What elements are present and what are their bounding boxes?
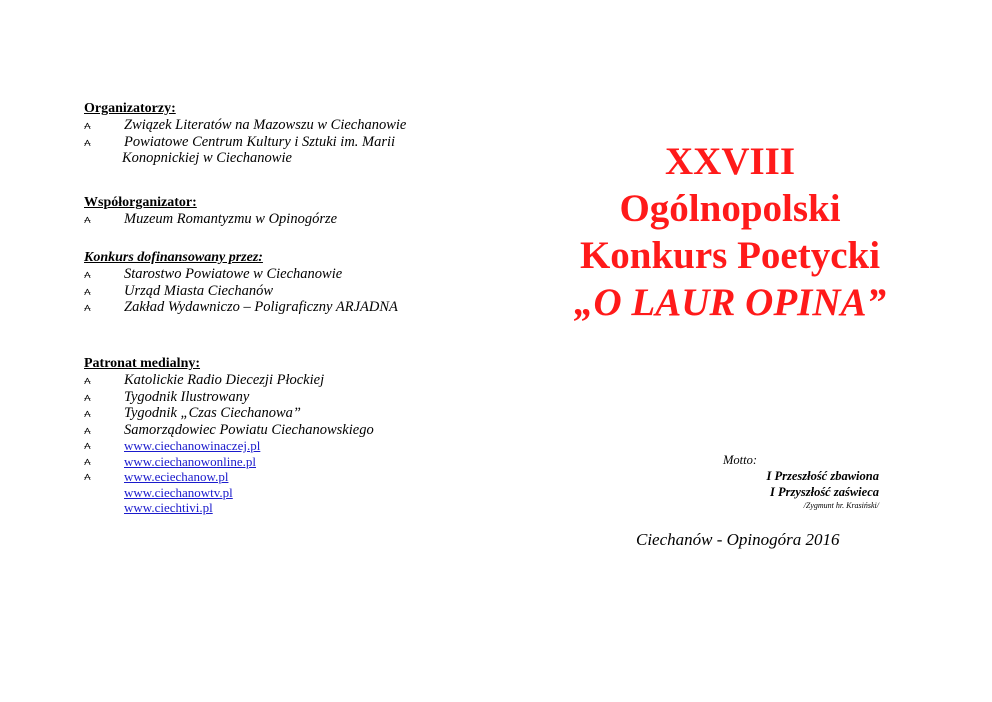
media-heading: Patronat medialny: bbox=[84, 356, 201, 371]
place-date: Ciechanów - Opinogóra 2016 bbox=[636, 530, 840, 549]
title-scope: Ogólnopolski bbox=[619, 187, 841, 230]
motto-line-1: I Przeszłość zbawiona bbox=[766, 469, 879, 483]
funded-heading: Konkurs dofinansowany przez: bbox=[84, 250, 263, 265]
hand-bullet-icon: ⩜ bbox=[84, 422, 91, 437]
organizers-heading: Organizatorzy: bbox=[84, 101, 176, 116]
media-link-2[interactable]: www.ciechanowonline.pl bbox=[124, 453, 257, 469]
media-3: Tygodnik „Czas Ciechanowa” bbox=[124, 405, 301, 421]
funded-list bbox=[84, 266, 484, 316]
left-column bbox=[84, 100, 484, 515]
list-item bbox=[84, 266, 484, 283]
hand-bullet-icon: ⩜ bbox=[84, 438, 91, 452]
organizer-2-cont: Konopnickiej w Ciechanowie bbox=[122, 150, 292, 166]
funded-section bbox=[84, 249, 484, 316]
hand-bullet-icon: ⩜ bbox=[84, 283, 91, 298]
media-4: Samorządowiec Powiatu Ciechanowskiego bbox=[124, 421, 374, 438]
list-item bbox=[84, 134, 484, 151]
organizers-list bbox=[84, 117, 484, 167]
hand-bullet-icon: ⩜ bbox=[84, 406, 91, 420]
list-item bbox=[84, 485, 484, 501]
co-organizer-section bbox=[84, 194, 484, 228]
media-link-3[interactable]: www.eciechanow.pl bbox=[124, 469, 229, 484]
motto bbox=[723, 452, 893, 512]
organizer-1: Związek Literatów na Mazowszu w Ciechanowie bbox=[124, 117, 407, 133]
media-list bbox=[84, 372, 484, 516]
media-section bbox=[84, 355, 484, 516]
motto-line-2: I Przyszłość zaświeca bbox=[769, 485, 879, 499]
media-link-5[interactable]: www.ciechtivi.pl bbox=[124, 500, 213, 515]
hand-bullet-icon: ⩜ bbox=[84, 118, 91, 132]
hand-bullet-icon: ⩜ bbox=[84, 267, 91, 281]
list-item bbox=[84, 117, 484, 134]
list-item bbox=[84, 389, 484, 406]
hand-bullet-icon: ⩜ bbox=[84, 373, 91, 387]
funder-2: Urząd Miasta Ciechanów bbox=[124, 282, 274, 299]
organizer-2: Powiatowe Centrum Kultury i Sztuki im. Marii bbox=[124, 133, 396, 150]
media-link-4[interactable]: www.ciechanowtv.pl bbox=[124, 484, 233, 500]
co-organizer-heading: Współorganizator: bbox=[84, 195, 197, 210]
title-contest: Konkurs Poetycki bbox=[579, 234, 881, 277]
media-2: Tygodnik Ilustrowany bbox=[124, 388, 250, 405]
hand-bullet-icon: ⩜ bbox=[84, 469, 91, 483]
list-item bbox=[84, 438, 484, 454]
co-organizer-list bbox=[84, 211, 484, 228]
list-item bbox=[84, 283, 484, 300]
contest-title bbox=[520, 138, 940, 326]
hand-bullet-icon: ⩜ bbox=[84, 389, 91, 404]
list-item bbox=[84, 299, 484, 316]
list-item bbox=[84, 405, 484, 422]
list-item bbox=[84, 454, 484, 470]
organizers-section bbox=[84, 100, 484, 167]
list-item bbox=[84, 211, 484, 228]
hand-bullet-icon: ⩜ bbox=[84, 212, 91, 226]
media-1: Katolickie Radio Diecezji Płockiej bbox=[124, 372, 325, 388]
title-name: „O LAUR OPINA” bbox=[573, 281, 887, 324]
funder-1: Starostwo Powiatowe w Ciechanowie bbox=[124, 266, 343, 282]
media-link-1[interactable]: www.ciechanowinaczej.pl bbox=[124, 438, 261, 453]
hand-bullet-icon: ⩜ bbox=[84, 453, 91, 468]
list-item bbox=[84, 500, 484, 516]
co-organizer-1: Muzeum Romantyzmu w Opinogórze bbox=[124, 211, 338, 227]
list-item bbox=[84, 422, 484, 439]
hand-bullet-icon: ⩜ bbox=[84, 300, 91, 314]
title-edition: XXVIII bbox=[664, 140, 796, 183]
list-item bbox=[84, 372, 484, 389]
list-item bbox=[84, 469, 484, 485]
motto-author: /Zygmunt hr. Krasiński/ bbox=[803, 501, 879, 510]
hand-bullet-icon: ⩜ bbox=[84, 134, 91, 149]
list-item bbox=[84, 150, 484, 167]
funder-3: Zakład Wydawniczo – Poligraficzny ARJADNA bbox=[124, 299, 398, 315]
motto-label: Motto: bbox=[723, 453, 758, 467]
